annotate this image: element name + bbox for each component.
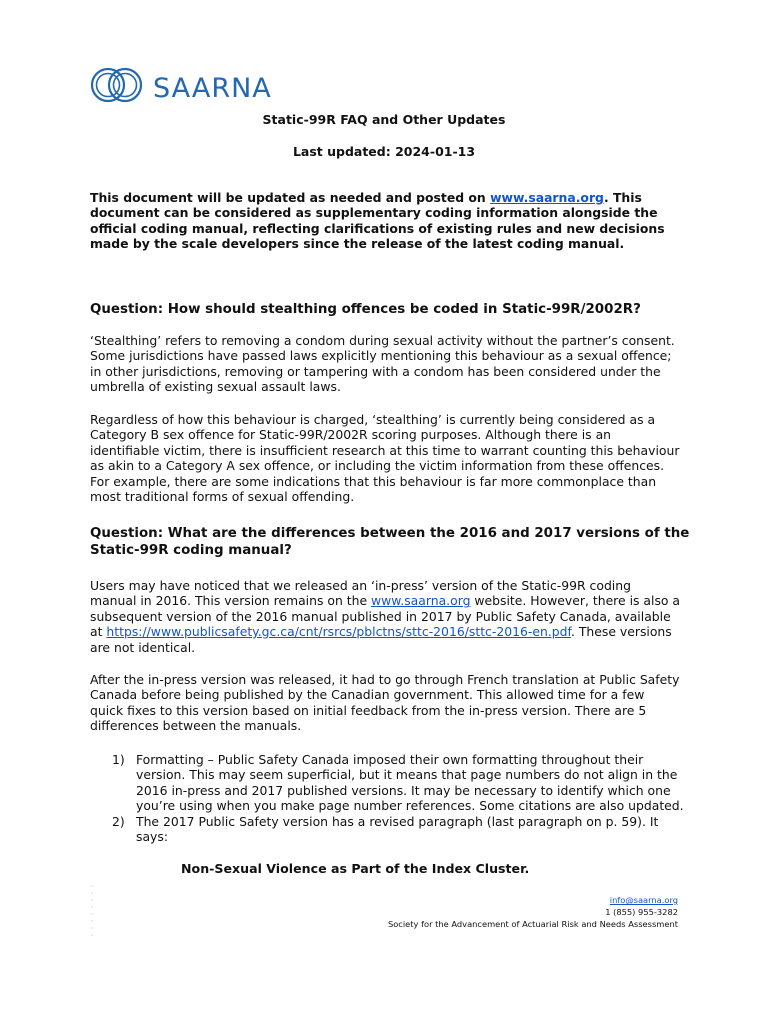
list-item: 2) The 2017 Public Safety version has a revised paragraph (last paragraph on p. 59). It says: bbox=[112, 813, 659, 845]
footer-email-link[interactable]: info@saarna.org bbox=[609, 895, 678, 905]
saarna-website-link[interactable]: www.saarna.org bbox=[371, 593, 471, 609]
margin-marks bbox=[90, 885, 94, 941]
index-cluster-subheading: Non-Sexual Violence as Part of the Index Cluster. bbox=[181, 861, 530, 876]
publicsafety-pdf-link[interactable]: https://www.publicsafety.gc.ca/cnt/rsrcs/pblctns/sttc-2016/sttc-2016-en.pdf bbox=[106, 624, 571, 640]
q1-paragraph-1: ‘Stealthing’ refers to removing a condom during sexual activity without the partner’s consent. Some jurisdictions have passed laws explicitly mentioning this behaviour as a sexual offence; in other jurisdictions, removing or tampering with a condom has been considered under the umbrella of existing sexual assault laws. bbox=[90, 333, 675, 395]
saarna-link[interactable]: www.saarna.org bbox=[490, 190, 604, 205]
last-updated: Last updated: 2024-01-13 bbox=[292, 144, 476, 159]
document-title: Static-99R FAQ and Other Updates bbox=[262, 112, 506, 127]
q2-paragraph-2: After the in-press version was released, it had to go through French translation at Public Safety Canada before being published by the Canadian government. This allowed time for a few quick fixes to this version based on initial feedback from the in-press version. There are 5 differences between the manuals. bbox=[90, 672, 680, 734]
q2-paragraph-1: Users may have noticed that we released an ‘in-press’ version of the Static-99R coding manual in 2016. This version remains on the www.saarna.org website. However, there is also a subsequent version of the 2016 manual published in 2017 by Public Safety Canada, available at https://www.publicsafety.gc.ca/cnt/rsrcs/pblctns/sttc-2016/sttc-2016-en.pdf. These versions are not identical. bbox=[90, 578, 681, 655]
q1-paragraph-2: Regardless of how this behaviour is charged, ‘stealthing’ is currently being considered as a Category B sex offence for Static-99R/2002R scoring purposes. Although there is an identifiable victim, there is insufficient research at this time to warrant counting this behaviour as akin to a Category A sex offence, or including the victim information from these offences. For example, there are some indications that this behaviour is far more commonplace than most traditional forms of sexual offending. bbox=[90, 412, 680, 505]
interlocking-rings-icon bbox=[89, 65, 145, 105]
intro-paragraph: This document will be updated as needed and posted on www.saarna.org. This document can be considered as supplementary coding information alongside the official coding manual, reflecting clarifications of existing rules and new decisions made by the scale developers since the release of the latest coding manual. bbox=[90, 190, 665, 252]
brand-name: SAARNA bbox=[153, 72, 272, 104]
footer-contact bbox=[388, 894, 678, 931]
question-1-heading: Question: How should stealthing offences be coded in Static-99R/2002R? bbox=[90, 302, 641, 317]
differences-list bbox=[112, 752, 684, 844]
saarna-logo bbox=[89, 63, 272, 107]
footer-organization: Society for the Advancement of Actuarial Risk and Needs Assessment bbox=[387, 919, 678, 930]
question-2-heading: Question: What are the differences between the 2016 and 2017 versions of the Static-99R coding manual? bbox=[90, 526, 690, 558]
list-item: 1) Formatting – Public Safety Canada imposed their own formatting throughout their version. This may seem superficial, but it means that page numbers do not align in the 2016 in-press and 2017 published versions. It may be necessary to identify which one you’re using when you make page number references. Some citations are also updated. bbox=[112, 752, 684, 814]
footer-phone: 1 (855) 955-3282 bbox=[605, 907, 678, 918]
